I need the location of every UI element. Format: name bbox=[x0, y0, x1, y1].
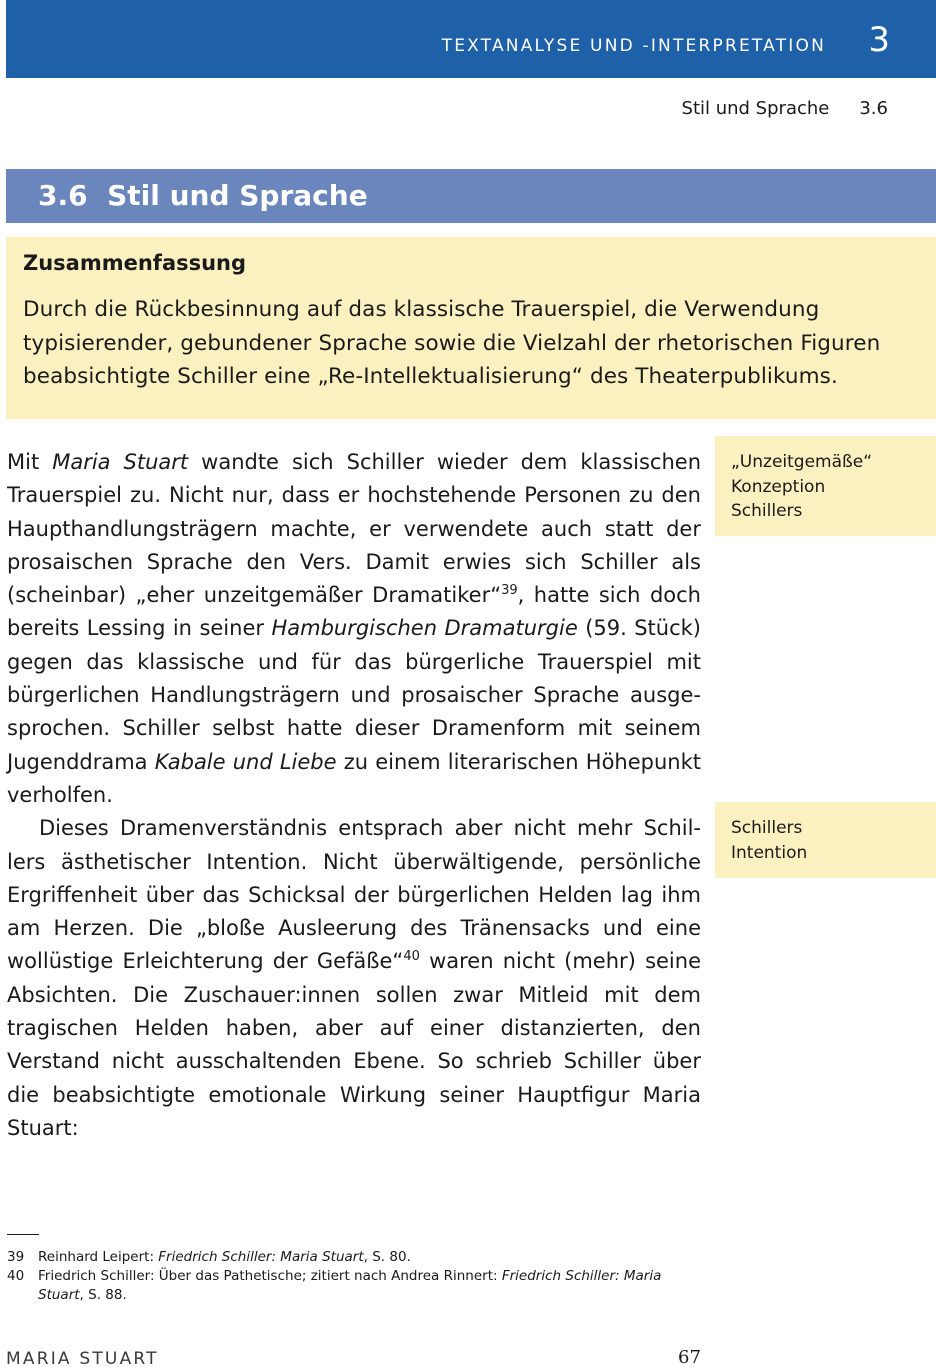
body-paragraph bbox=[7, 812, 701, 1145]
footnotes bbox=[7, 1248, 707, 1305]
running-section-header bbox=[682, 98, 888, 119]
footnote-rule bbox=[7, 1234, 39, 1235]
work-title: Friedrich Schiller: Maria Stuart bbox=[158, 1249, 364, 1265]
section-heading: 3.6 Stil und Sprache bbox=[38, 179, 368, 212]
text-run: , hatte sich doch bereits Lessing in seiner bbox=[7, 583, 701, 641]
text-run: Dieses Dramenverständnis entsprach aber nicht mehr Schil-lers ästhetischer Intention. Nicht überwältigende, persönliche Ergriffenheit über das Schicksal der bürgerlichen Helden lag ihm am Herzen. Die „bloße Ausleerung des Tränensacks und eine wollüstige Erleichterung der Gefäße“ bbox=[7, 816, 701, 974]
margin-note-line: Intention bbox=[731, 842, 808, 863]
text-run: , S. 88. bbox=[79, 1287, 127, 1303]
footnote-number: 39 bbox=[7, 1249, 25, 1265]
running-section-title: Stil und Sprache bbox=[681, 98, 830, 119]
footnote-ref: 39 bbox=[501, 583, 518, 599]
running-section-number: 3.6 bbox=[859, 98, 888, 119]
footnote-number: 40 bbox=[7, 1268, 25, 1284]
footnote bbox=[7, 1267, 707, 1305]
chapter-title: TEXTANALYSE UND -INTERPRETATION bbox=[441, 36, 826, 56]
summary-text: Durch die Rückbesinnung auf das klassische Trauerspiel, die Verwendung typisierender, gebundener Sprache sowie die Vielzahl der rhetorischen Figuren beabsichtigte Schiller eine „Re-Intellektualisierung“ des Theaterpublikums. bbox=[23, 297, 881, 389]
text-run: Mit bbox=[7, 450, 53, 474]
work-title: Friedrich Schiller: Maria Stuart bbox=[38, 1268, 662, 1303]
summary-box bbox=[6, 237, 936, 419]
margin-note-line: Konzeption bbox=[731, 476, 826, 497]
chapter-header-bar bbox=[6, 0, 936, 78]
text-run: zu einem literarischen Höhepunkt verholfen. bbox=[7, 749, 701, 807]
text-run: , S. 80. bbox=[363, 1249, 411, 1265]
body-paragraph bbox=[7, 446, 701, 812]
footnote bbox=[7, 1248, 707, 1267]
text-run: (59. Stück) gegen das klassische und für das bürgerliche Trauerspiel mit bürgerlichen Handlungsträgern und prosaischer Sprache ausge-sprochen. Schiller selbst hatte dieser Dramenform mit seinem Jugenddrama bbox=[7, 616, 702, 774]
footnote-ref: 40 bbox=[403, 949, 420, 965]
margin-note bbox=[715, 436, 936, 536]
work-title: Maria Stuart bbox=[52, 450, 189, 474]
margin-note-line: „Unzeitgemäße“ bbox=[731, 452, 872, 472]
footnote-text bbox=[38, 1248, 707, 1267]
body-text bbox=[7, 446, 701, 1145]
work-title: Kabale und Liebe bbox=[154, 749, 337, 774]
footnote-text bbox=[38, 1267, 707, 1305]
summary-heading: Zusammenfassung bbox=[23, 251, 247, 275]
page-number: 67 bbox=[678, 1347, 701, 1368]
text-run: waren nicht (mehr) seine Absichten. Die Zuschauer:innen sollen zwar Mitleid mit dem tragischen Helden haben, aber auf einer distanzierten, den Verstand nicht ausschaltenden Ebene. So schrieb Schiller über die beabsichtigte emotionale Wirkung seiner Hauptfigur Maria Stuart: bbox=[7, 949, 701, 1140]
chapter-number: 3 bbox=[868, 20, 890, 60]
margin-note-line: Schillers bbox=[731, 818, 803, 838]
margin-note-line: Schillers bbox=[731, 501, 803, 521]
margin-note bbox=[715, 802, 936, 878]
footer-book-title: MARIA STUART bbox=[6, 1349, 159, 1369]
text-run: wandte sich Schiller wieder dem klassischen Trauerspiel zu. Nicht nur, dass er hochstehende Personen zu den Haupthandlungsträgern machte, er verwendete auch statt der prosaischen Sprache den Vers. Damit erwies sich Schiller als (scheinbar) „eher unzeitgemäßer Dramatiker“ bbox=[7, 450, 701, 608]
text-run: Reinhard Leipert: bbox=[38, 1249, 159, 1265]
text-run: Friedrich Schiller: Über das Pathetische; zitiert nach Andrea Rinnert: bbox=[38, 1268, 502, 1284]
section-heading-bar bbox=[6, 169, 936, 223]
work-title: Hamburgischen Dramaturgie bbox=[271, 616, 578, 641]
